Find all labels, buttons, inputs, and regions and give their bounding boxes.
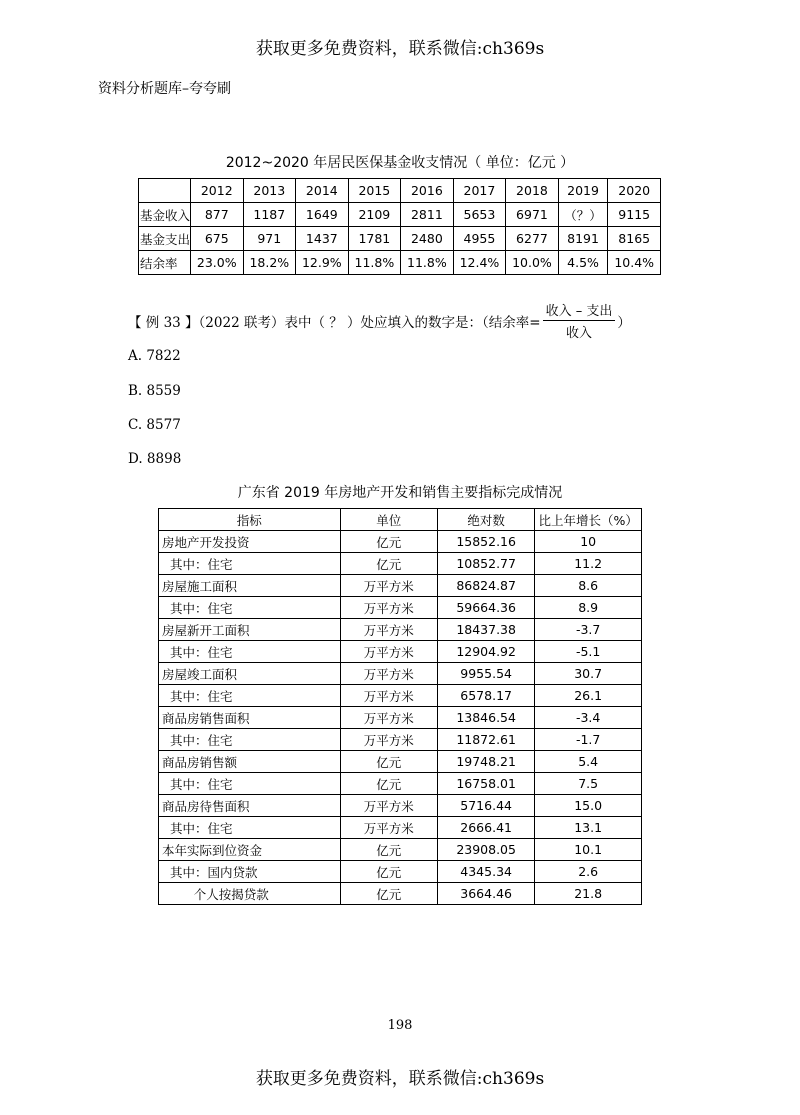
table1-row-expense (139, 227, 661, 251)
table1-title: 2012~2020 年居民医保基金收支情况（ 单位：亿元 ） (225, 155, 575, 171)
table-cell: 13.1 (535, 817, 642, 839)
header-cell: 比上年增长（%） (535, 509, 642, 531)
option-d: D. 8898 (128, 451, 182, 467)
indicator-cell: 商品房销售面积 (159, 707, 341, 729)
table-cell: 9955.54 (438, 663, 535, 685)
header-cell: 绝对数 (438, 509, 535, 531)
indicator-cell: 其中：住宅 (159, 685, 341, 707)
table-cell: 4955 (453, 227, 506, 251)
table-cell: 23.0% (191, 251, 244, 275)
real-estate-table (158, 508, 642, 905)
table-cell: 4345.34 (438, 861, 535, 883)
table-cell: 4.5% (558, 251, 608, 275)
table-row (159, 685, 642, 707)
table-cell: 8.6 (535, 575, 642, 597)
table-cell: 12.4% (453, 251, 506, 275)
table-cell: 2109 (348, 203, 401, 227)
table-cell: 11.8% (348, 251, 401, 275)
table-cell: 亿元 (340, 531, 437, 553)
table2-header-row (159, 509, 642, 531)
table-cell: 亿元 (340, 839, 437, 861)
indicator-cell: 其中：国内贷款 (159, 861, 341, 883)
table-cell: 6578.17 (438, 685, 535, 707)
table-cell: 10 (535, 531, 642, 553)
table-cell: 13846.54 (438, 707, 535, 729)
table-cell: 9115 (608, 203, 661, 227)
table-cell: -1.7 (535, 729, 642, 751)
table-cell: 万平方米 (340, 817, 437, 839)
table-row (159, 663, 642, 685)
watermark-bottom: 获取更多免费资料，联系微信:ch369s (255, 1069, 545, 1089)
indicator-cell: 房地产开发投资 (159, 531, 341, 553)
table-cell: 59664.36 (438, 597, 535, 619)
table-row (159, 575, 642, 597)
header-cell: 单位 (340, 509, 437, 531)
page-number: 198 (387, 1018, 413, 1033)
table-row (159, 883, 642, 905)
page-subtitle: 资料分析题库–夸夸刷 (98, 81, 231, 97)
table-cell: 8.9 (535, 597, 642, 619)
indicator-cell: 其中：住宅 (159, 597, 341, 619)
row-label: 基金支出 (139, 227, 191, 251)
year-cell: 2017 (453, 179, 506, 203)
table2-title: 广东省 2019 年房地产开发和销售主要指标完成情况 (237, 485, 563, 501)
watermark-top: 获取更多免费资料，联系微信:ch369s (255, 39, 545, 59)
table-cell: 5716.44 (438, 795, 535, 817)
option-c: C. 8577 (128, 417, 181, 433)
formula-fraction (543, 300, 616, 341)
table-cell-unknown: （？） (558, 203, 608, 227)
table-cell: 15852.16 (438, 531, 535, 553)
table-cell: -3.7 (535, 619, 642, 641)
table-cell: 2666.41 (438, 817, 535, 839)
table-cell: 11.2 (535, 553, 642, 575)
indicator-cell: 房屋施工面积 (159, 575, 341, 597)
option-a: A. 7822 (128, 348, 181, 364)
table-cell: 12.9% (296, 251, 349, 275)
table-cell: 亿元 (340, 751, 437, 773)
row-label: 基金收入 (139, 203, 191, 227)
table-cell: 亿元 (340, 883, 437, 905)
question-prefix: 【 例 33 】（2022 联考）表中（ ？ ）处应填入的数字是：（结余率= (128, 314, 541, 331)
table-cell: 亿元 (340, 861, 437, 883)
table-cell: -3.4 (535, 707, 642, 729)
table-row (159, 861, 642, 883)
table-cell: 7.5 (535, 773, 642, 795)
table1-row-surplus-rate (139, 251, 661, 275)
table-cell: 11.8% (401, 251, 454, 275)
table-cell: 万平方米 (340, 707, 437, 729)
table-cell: 1781 (348, 227, 401, 251)
question-suffix: ） (617, 314, 631, 331)
indicator-cell: 其中：住宅 (159, 817, 341, 839)
table-cell: 万平方米 (340, 619, 437, 641)
table-cell: 3664.46 (438, 883, 535, 905)
table-cell: 21.8 (535, 883, 642, 905)
table-cell: 2811 (401, 203, 454, 227)
indicator-cell: 房屋新开工面积 (159, 619, 341, 641)
indicator-cell: 其中：住宅 (159, 641, 341, 663)
table-cell: 675 (191, 227, 244, 251)
table-cell: -5.1 (535, 641, 642, 663)
year-cell: 2019 (558, 179, 608, 203)
indicator-cell: 房屋竣工面积 (159, 663, 341, 685)
table-cell: 1437 (296, 227, 349, 251)
table-cell: 5653 (453, 203, 506, 227)
table-cell: 万平方米 (340, 663, 437, 685)
indicator-cell: 其中：住宅 (159, 729, 341, 751)
table1-header-row (139, 179, 661, 203)
table1-row-income (139, 203, 661, 227)
year-cell: 2013 (243, 179, 296, 203)
table-cell: 8191 (558, 227, 608, 251)
table-cell: 18.2% (243, 251, 296, 275)
table-cell: 万平方米 (340, 729, 437, 751)
table-cell: 万平方米 (340, 575, 437, 597)
table-row (159, 707, 642, 729)
indicator-cell: 商品房销售额 (159, 751, 341, 773)
table-cell: 18437.38 (438, 619, 535, 641)
indicator-cell: 其中：住宅 (159, 553, 341, 575)
row-label: 结余率 (139, 251, 191, 275)
table-cell: 亿元 (340, 553, 437, 575)
table-row (159, 597, 642, 619)
table-cell: 12904.92 (438, 641, 535, 663)
table-cell: 1187 (243, 203, 296, 227)
year-cell: 2018 (506, 179, 559, 203)
year-cell: 2020 (608, 179, 661, 203)
medical-insurance-table (138, 178, 661, 275)
table-row (159, 795, 642, 817)
indicator-cell: 其中：住宅 (159, 773, 341, 795)
year-cell: 2015 (348, 179, 401, 203)
table-row (159, 839, 642, 861)
year-cell: 2014 (296, 179, 349, 203)
table-cell: 2480 (401, 227, 454, 251)
table-row (159, 619, 642, 641)
table-cell: 11872.61 (438, 729, 535, 751)
table-cell: 2.6 (535, 861, 642, 883)
table-cell: 15.0 (535, 795, 642, 817)
table-cell: 26.1 (535, 685, 642, 707)
indicator-cell: 个人按揭贷款 (159, 883, 341, 905)
table-row (159, 817, 642, 839)
table-cell: 8165 (608, 227, 661, 251)
table-cell: 16758.01 (438, 773, 535, 795)
question-text (128, 300, 631, 341)
table-row (159, 531, 642, 553)
table-row (159, 641, 642, 663)
table-cell: 877 (191, 203, 244, 227)
table-cell: 971 (243, 227, 296, 251)
formula-denominator: 收入 (565, 326, 592, 341)
table-cell: 万平方米 (340, 685, 437, 707)
year-cell: 2012 (191, 179, 244, 203)
table-cell: 10.4% (608, 251, 661, 275)
table-cell: 5.4 (535, 751, 642, 773)
table1-corner-cell (139, 179, 191, 203)
year-cell: 2016 (401, 179, 454, 203)
table-cell: 10.1 (535, 839, 642, 861)
table-cell: 86824.87 (438, 575, 535, 597)
table-cell: 万平方米 (340, 597, 437, 619)
table-cell: 30.7 (535, 663, 642, 685)
table-cell: 23908.05 (438, 839, 535, 861)
table-cell: 6277 (506, 227, 559, 251)
table-row (159, 729, 642, 751)
table-row (159, 773, 642, 795)
indicator-cell: 商品房待售面积 (159, 795, 341, 817)
table-row (159, 751, 642, 773)
indicator-cell: 本年实际到位资金 (159, 839, 341, 861)
table-cell: 10852.77 (438, 553, 535, 575)
formula-numerator: 收入 – 支出 (543, 300, 616, 321)
table-cell: 亿元 (340, 773, 437, 795)
table-cell: 6971 (506, 203, 559, 227)
table-cell: 1649 (296, 203, 349, 227)
table-cell: 万平方米 (340, 795, 437, 817)
table-cell: 10.0% (506, 251, 559, 275)
table-cell: 万平方米 (340, 641, 437, 663)
option-b: B. 8559 (128, 383, 181, 399)
table-cell: 19748.21 (438, 751, 535, 773)
header-cell: 指标 (159, 509, 341, 531)
table-row (159, 553, 642, 575)
